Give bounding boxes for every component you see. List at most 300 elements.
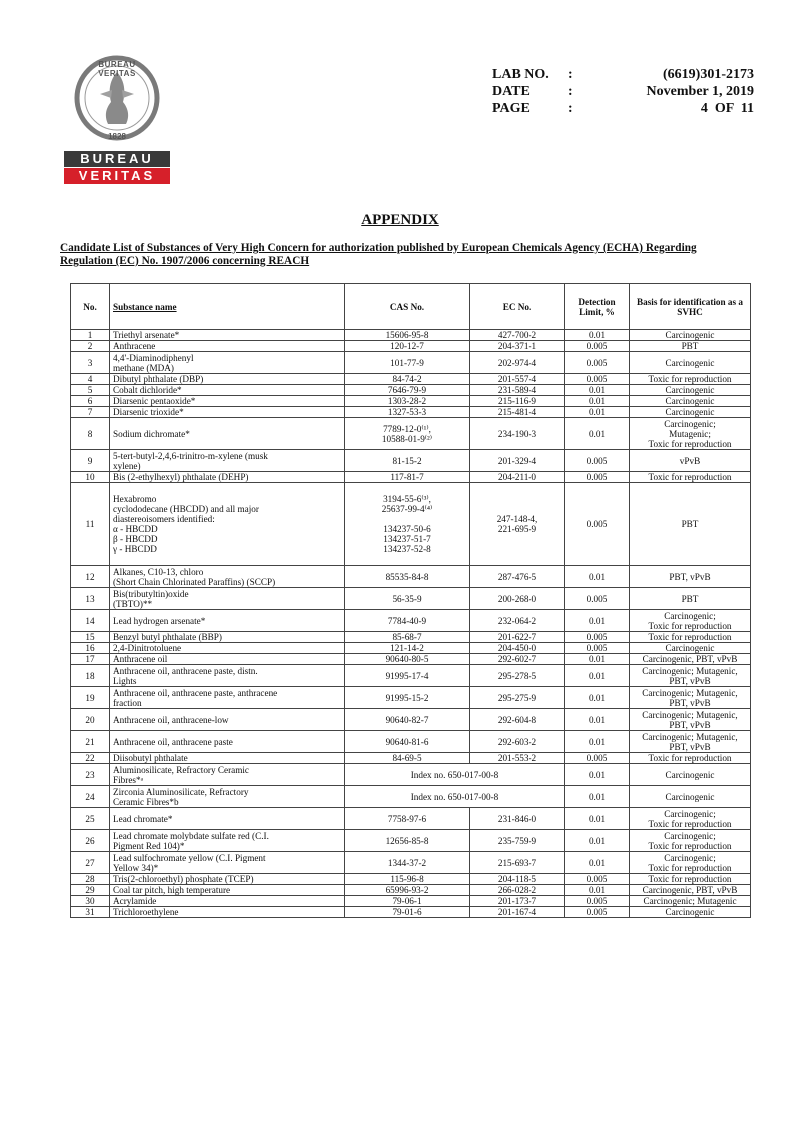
cell-no: 30: [71, 896, 110, 907]
cell-substance: [110, 907, 345, 918]
cell-ec-line: 202-974-4: [497, 357, 537, 368]
table-row: [71, 665, 751, 687]
cell-limit: 0.01: [565, 830, 630, 852]
cell-cas: [345, 808, 470, 830]
cell-basis-line: Toxic for reproduction: [648, 753, 732, 763]
cell-substance: [110, 472, 345, 483]
cell-basis-line: PBT: [681, 593, 699, 604]
cell-substance: [110, 643, 345, 654]
cell-cas-line: 91995-15-2: [385, 692, 429, 703]
cell-no: 12: [71, 566, 110, 588]
cell-limit: 0.01: [565, 665, 630, 687]
cell-substance-line: Zirconia Aluminosilicate, Refractory: [113, 786, 249, 797]
cell-basis: [630, 687, 751, 709]
cell-cas: [345, 643, 470, 654]
cell-cas-line: 101-77-9: [390, 357, 424, 368]
cell-basis-line: Carcinogenic: [665, 791, 715, 802]
cell-substance-line: Anthracene oil, anthracene-low: [113, 714, 229, 725]
cell-cas: [345, 665, 470, 687]
cell-cas: [345, 753, 470, 764]
cell-no: 13: [71, 588, 110, 610]
cell-ec-line: 204-371-1: [497, 341, 537, 351]
table-row: [71, 450, 751, 472]
cell-cas: [345, 407, 470, 418]
cell-substance-line: 2,4-Dinitrotoluene: [113, 643, 182, 653]
cell-ec-line: 201-167-4: [497, 907, 537, 917]
cell-limit: 0.01: [565, 418, 630, 450]
cell-substance-line: Pigment Red 104)*: [113, 840, 185, 851]
cell-substance: [110, 407, 345, 418]
cell-basis-line: Carcinogenic: [665, 907, 715, 917]
cell-cas: [345, 852, 470, 874]
cell-basis: [630, 852, 751, 874]
cell-ec: [470, 896, 565, 907]
cell-cas-line: 3194-55-6⁽³⁾,: [383, 494, 431, 504]
cell-substance-line: Sodium dichromate*: [113, 428, 190, 439]
cell-substance-line: Diisobutyl phthalate: [113, 753, 188, 763]
cell-substance-line: Benzyl butyl phthalate (BBP): [113, 632, 222, 642]
cell-ec-line: 215-481-4: [497, 407, 537, 417]
cell-basis: [630, 330, 751, 341]
cell-basis: [630, 731, 751, 753]
date-value: November 1, 2019: [646, 84, 754, 99]
cell-substance-line: Lead chromate molybdate sulfate red (C.I.: [113, 830, 269, 841]
table-row: [71, 374, 751, 385]
cell-ec-line: 201-173-7: [497, 896, 537, 906]
cell-basis: [630, 407, 751, 418]
table-row: [71, 885, 751, 896]
cell-basis: [630, 654, 751, 665]
col-header-ec: EC No.: [470, 284, 565, 330]
cell-basis: [630, 786, 751, 808]
cell-no: 11: [71, 483, 110, 566]
cell-cas: [345, 687, 470, 709]
cell-basis-line: Carcinogenic; Mutagenic,: [642, 665, 738, 676]
cell-basis: [630, 709, 751, 731]
cell-ec-line: 201-622-7: [497, 632, 537, 642]
col-header-basis: Basis for identification as a SVHC: [630, 284, 751, 330]
cell-substance-line: Anthracene oil, anthracene paste: [113, 736, 233, 747]
cell-no: 22: [71, 753, 110, 764]
cell-substance-line: Coal tar pitch, high temperature: [113, 885, 231, 895]
table-row: [71, 610, 751, 632]
cell-cas-line: 90640-82-7: [385, 714, 429, 725]
table-row: [71, 764, 751, 786]
cell-basis-line: PBT: [681, 519, 699, 529]
cell-no: 23: [71, 764, 110, 786]
cell-cas: [345, 418, 470, 450]
cell-substance-line: methane (MDA): [113, 362, 174, 373]
cell-basis-line: Carcinogenic, PBT, vPvB: [642, 885, 738, 895]
cell-substance-line: Aluminosilicate, Refractory Ceramic: [113, 764, 249, 775]
cell-ec: [470, 483, 565, 566]
lab-no-colon: :: [568, 67, 573, 82]
cell-cas-line: 84-74-2: [392, 374, 422, 384]
cell-basis-line: Carcinogenic: [665, 769, 715, 780]
cell-substance: [110, 341, 345, 352]
cell-no: 1: [71, 330, 110, 341]
cell-basis: [630, 830, 751, 852]
page-value: 4 OF 11: [700, 101, 754, 116]
cell-cas-line: 117-81-7: [390, 472, 424, 482]
cell-limit: 0.005: [565, 632, 630, 643]
cell-cas: [345, 330, 470, 341]
cell-limit: 0.01: [565, 786, 630, 808]
cell-basis-line: Carcinogenic; Mutagenic,: [642, 709, 738, 720]
cell-limit: 0.01: [565, 654, 630, 665]
cell-ec: [470, 830, 565, 852]
table-row: [71, 588, 751, 610]
cell-basis-line: Carcinogenic;: [664, 852, 716, 863]
cell-ec: [470, 374, 565, 385]
lab-no-row: [492, 67, 754, 84]
page-colon: :: [568, 101, 573, 116]
cell-cas-line: 84-69-5: [392, 753, 422, 763]
cell-substance-line: Lead chromate*: [113, 813, 173, 824]
cell-ec: [470, 396, 565, 407]
cell-ec-line: 221-695-9: [497, 524, 537, 534]
cell-basis: [630, 483, 751, 566]
cell-basis: [630, 896, 751, 907]
cell-cas: [345, 896, 470, 907]
lab-no-label: LAB NO.: [492, 67, 549, 82]
cell-ec: [470, 450, 565, 472]
cell-basis: [630, 753, 751, 764]
cell-no: 14: [71, 610, 110, 632]
cell-cas: [345, 385, 470, 396]
cell-basis-line: PBT, vPvB: [669, 675, 711, 686]
cell-ec-line: 292-602-7: [497, 654, 537, 664]
cell-cas-line: 134237-50-6: [383, 524, 431, 534]
cell-substance-line: Lead hydrogen arsenate*: [113, 615, 206, 626]
cell-cas-line: 134237-51-7: [383, 534, 431, 544]
table-body: [71, 330, 751, 918]
cell-substance-line: Dibutyl phthalate (DBP): [113, 374, 204, 384]
cell-basis: [630, 418, 751, 450]
cell-cas-line: 79-06-1: [392, 896, 422, 906]
cell-ec-line: 427-700-2: [497, 330, 537, 340]
cell-no: 19: [71, 687, 110, 709]
cell-substance: [110, 330, 345, 341]
cell-basis-line: Carcinogenic; Mutagenic,: [642, 731, 738, 742]
cell-ec-line: 200-268-0: [497, 593, 537, 604]
cell-basis-line: PBT, vPvB: [669, 697, 711, 708]
table-row: [71, 418, 751, 450]
cell-limit: 0.005: [565, 352, 630, 374]
cell-limit: 0.005: [565, 874, 630, 885]
cell-ec: [470, 566, 565, 588]
col-header-cas: CAS No.: [345, 284, 470, 330]
cell-cas-line: 79-01-6: [392, 907, 422, 917]
cell-ec-line: 201-553-2: [497, 753, 537, 763]
cell-limit: 0.01: [565, 852, 630, 874]
cell-substance-line: Ceramic Fibres*b: [113, 796, 179, 807]
cell-no: 18: [71, 665, 110, 687]
cell-no: 7: [71, 407, 110, 418]
cell-substance: [110, 808, 345, 830]
cell-limit: 0.005: [565, 341, 630, 352]
cell-cas-line: 7789-12-0⁽¹⁾,: [383, 423, 431, 434]
cell-basis-line: Toxic for reproduction: [648, 374, 732, 384]
col-header-substance: Substance name: [110, 284, 345, 330]
cell-limit: 0.01: [565, 808, 630, 830]
cell-ec: [470, 632, 565, 643]
cell-no: 25: [71, 808, 110, 830]
cell-basis-line: PBT, vPvB: [669, 719, 711, 730]
cell-ec-line: 292-603-2: [497, 736, 537, 747]
cell-cas-line: 65996-93-2: [385, 885, 429, 895]
cell-basis: [630, 764, 751, 786]
date-label: DATE: [492, 84, 530, 99]
cell-ec: [470, 874, 565, 885]
cell-cas-line: 1327-53-3: [387, 407, 427, 417]
cell-basis: [630, 874, 751, 885]
cell-basis-line: Carcinogenic; Mutagenic,: [642, 687, 738, 698]
table-row: [71, 852, 751, 874]
cell-substance: [110, 786, 345, 808]
cell-basis: [630, 566, 751, 588]
cell-cas: [345, 907, 470, 918]
cell-limit: 0.01: [565, 610, 630, 632]
cell-limit: 0.005: [565, 753, 630, 764]
cell-basis: [630, 374, 751, 385]
cell-ec-line: 266-028-2: [497, 885, 537, 895]
seal-year: 1828: [108, 132, 126, 141]
cell-cas-line: 120-12-7: [390, 341, 424, 351]
cell-substance: [110, 588, 345, 610]
cell-no: 26: [71, 830, 110, 852]
cell-substance-line: Triethyl arsenate*: [113, 330, 180, 340]
cell-basis-line: Carcinogenic;: [664, 418, 716, 429]
cell-basis: [630, 808, 751, 830]
cell-limit: 0.01: [565, 709, 630, 731]
cell-basis-line: Carcinogenic: [665, 385, 715, 395]
cell-ec-line: 231-589-4: [497, 385, 537, 395]
cell-basis-line: Toxic for reproduction: [648, 632, 732, 642]
cell-ec-line: 204-118-5: [498, 874, 536, 884]
cell-basis-line: Toxic for reproduction: [648, 818, 732, 829]
cell-ec: [470, 753, 565, 764]
cell-limit: 0.005: [565, 896, 630, 907]
report-info: [492, 67, 754, 118]
cell-cas-line: 15606-95-8: [385, 330, 429, 340]
cell-no: 6: [71, 396, 110, 407]
cell-basis-line: Carcinogenic: [665, 407, 715, 417]
table-row: [71, 407, 751, 418]
cell-substance: [110, 709, 345, 731]
cell-limit: 0.01: [565, 687, 630, 709]
seal-text: BUREAU VERITAS: [98, 60, 136, 78]
page-title: APPENDIX: [361, 212, 439, 228]
cell-substance: [110, 610, 345, 632]
cell-substance: [110, 566, 345, 588]
cell-ec-line: 215-693-7: [497, 857, 537, 868]
cell-substance-line: Lead sulfochromate yellow (C.I. Pigment: [113, 852, 266, 863]
page-label: PAGE: [492, 101, 530, 116]
cell-substance-line: β - HBCDD: [113, 534, 158, 544]
cell-substance: [110, 483, 345, 566]
table-row: [71, 896, 751, 907]
cell-basis-line: Toxic for reproduction: [648, 874, 732, 884]
cell-substance: [110, 753, 345, 764]
table-row: [71, 874, 751, 885]
cell-limit: 0.01: [565, 731, 630, 753]
cell-basis-line: Toxic for reproduction: [648, 438, 732, 449]
cell-substance: [110, 396, 345, 407]
cell-cas-line: 56-35-9: [392, 593, 422, 604]
cell-substance-line: Anthracene oil, anthracene paste, distn.: [113, 665, 258, 676]
cell-cas: [345, 830, 470, 852]
cell-substance-line: Fibres*ᵃ: [113, 774, 144, 785]
table-row: [71, 808, 751, 830]
cell-cas: [345, 396, 470, 407]
cell-no: 15: [71, 632, 110, 643]
table-row: [71, 654, 751, 665]
cell-basis: [630, 907, 751, 918]
cell-basis: [630, 643, 751, 654]
cell-limit: 0.01: [565, 764, 630, 786]
cell-limit: 0.01: [565, 396, 630, 407]
cell-ec-line: 201-329-4: [497, 455, 537, 466]
cell-limit: 0.01: [565, 885, 630, 896]
table-row: [71, 731, 751, 753]
cell-substance: [110, 450, 345, 472]
table-row: [71, 786, 751, 808]
cell-limit: 0.005: [565, 483, 630, 566]
cell-basis-line: Carcinogenic: [665, 330, 715, 340]
cell-ec-line: 204-211-0: [498, 472, 536, 482]
cell-ec: [470, 352, 565, 374]
cell-basis-line: Toxic for reproduction: [648, 472, 732, 482]
cell-ec: [470, 610, 565, 632]
cell-basis-line: Carcinogenic: [665, 357, 715, 368]
cell-basis-line: PBT, vPvB: [669, 571, 711, 582]
cell-ec: [470, 654, 565, 665]
cell-basis-line: Carcinogenic;: [664, 610, 716, 621]
cell-substance-line: Diarsenic pentaoxide*: [113, 396, 196, 406]
cell-no: 5: [71, 385, 110, 396]
cell-cas: [345, 341, 470, 352]
col-header-limit: Detection Limit, %: [565, 284, 630, 330]
cell-cas: [345, 874, 470, 885]
cell-limit: 0.01: [565, 330, 630, 341]
cell-ec: [470, 407, 565, 418]
cell-limit: 0.01: [565, 407, 630, 418]
cell-ec: [470, 709, 565, 731]
cell-cas-line: [348, 514, 466, 524]
cell-substance-line: Anthracene: [113, 341, 156, 351]
cell-substance-line: Bis(tributyltin)oxide: [113, 588, 189, 599]
cell-basis-line: Carcinogenic: [665, 396, 715, 406]
cell-substance-line: fraction: [113, 697, 142, 708]
cell-cas-line: 81-15-2: [392, 455, 422, 466]
cell-no: 28: [71, 874, 110, 885]
cell-cas: [345, 472, 470, 483]
cell-basis-line: vPvB: [679, 455, 701, 466]
table-row: [71, 352, 751, 374]
cell-no: 10: [71, 472, 110, 483]
cell-cas-line: 121-14-2: [390, 643, 424, 653]
cell-ec-line: 287-476-5: [497, 571, 537, 582]
table-row: [71, 643, 751, 654]
cell-ec-line: 231-846-0: [497, 813, 537, 824]
cell-limit: 0.005: [565, 643, 630, 654]
cell-basis: [630, 472, 751, 483]
cell-no: 31: [71, 907, 110, 918]
table-row: [71, 341, 751, 352]
table-row: [71, 385, 751, 396]
cell-ec-line: 201-557-4: [497, 374, 537, 384]
table-row: [71, 753, 751, 764]
col-header-no: No.: [71, 284, 110, 330]
cell-no: 21: [71, 731, 110, 753]
cell-cas-line: 7758-97-6: [387, 813, 427, 824]
cell-cas: [345, 709, 470, 731]
cell-cas: [345, 450, 470, 472]
cell-cas: [345, 654, 470, 665]
cell-ec: [470, 341, 565, 352]
cell-substance-line: Lights: [113, 675, 137, 686]
cell-ec: [470, 385, 565, 396]
cell-cas: [345, 374, 470, 385]
cell-limit: 0.005: [565, 588, 630, 610]
cell-no: 17: [71, 654, 110, 665]
cell-basis-line: Carcinogenic;: [664, 830, 716, 841]
cell-cas-line: 134237-52-8: [383, 544, 431, 554]
cell-substance-line: Trichloroethylene: [113, 907, 179, 917]
cell-basis: [630, 588, 751, 610]
cell-no: 8: [71, 418, 110, 450]
svhc-table: [70, 283, 751, 918]
cell-substance: [110, 418, 345, 450]
cell-basis: [630, 385, 751, 396]
cell-substance-line: Anthracene oil: [113, 654, 168, 664]
cell-cas-line: 7784-40-9: [387, 615, 427, 626]
cell-ec: [470, 687, 565, 709]
cell-ec: [470, 418, 565, 450]
table-row: [71, 330, 751, 341]
table-caption: Candidate List of Substances of Very High Concern for authorization published by European Chemicals Agency (ECHA) Regarding Regulation (EC) No. 1907/2006 concerning REACH: [60, 242, 697, 267]
table-row: [71, 566, 751, 588]
cell-basis: [630, 885, 751, 896]
cell-cas-line: 1344-37-2: [387, 857, 427, 868]
cell-substance-line: Alkanes, C10-13, chloro: [113, 566, 204, 577]
cell-basis-line: Carcinogenic;: [664, 808, 716, 819]
logo-band-veritas: VERITAS: [64, 168, 170, 184]
cell-limit: 0.005: [565, 907, 630, 918]
cell-substance-line: Cobalt dichloride*: [113, 385, 182, 395]
cell-basis: [630, 632, 751, 643]
logo-band-bureau: BUREAU: [64, 151, 170, 167]
cell-no: 2: [71, 341, 110, 352]
cell-substance-line: (Short Chain Chlorinated Paraffins) (SCCP): [113, 576, 276, 587]
table-row: [71, 687, 751, 709]
cell-substance: [110, 731, 345, 753]
cell-ec: [470, 330, 565, 341]
cell-basis-line: Toxic for reproduction: [648, 862, 732, 873]
table-row: [71, 907, 751, 918]
table-header-row: [71, 284, 751, 330]
cell-ec: [470, 852, 565, 874]
cell-substance-line: 4,4'-Diaminodiphenyl: [113, 352, 194, 363]
cell-cas-line: 90640-81-6: [385, 736, 429, 747]
cell-basis: [630, 396, 751, 407]
cell-ec: [470, 588, 565, 610]
cell-basis: [630, 352, 751, 374]
cell-no: 9: [71, 450, 110, 472]
cell-ec: [470, 731, 565, 753]
cell-cas: [345, 352, 470, 374]
